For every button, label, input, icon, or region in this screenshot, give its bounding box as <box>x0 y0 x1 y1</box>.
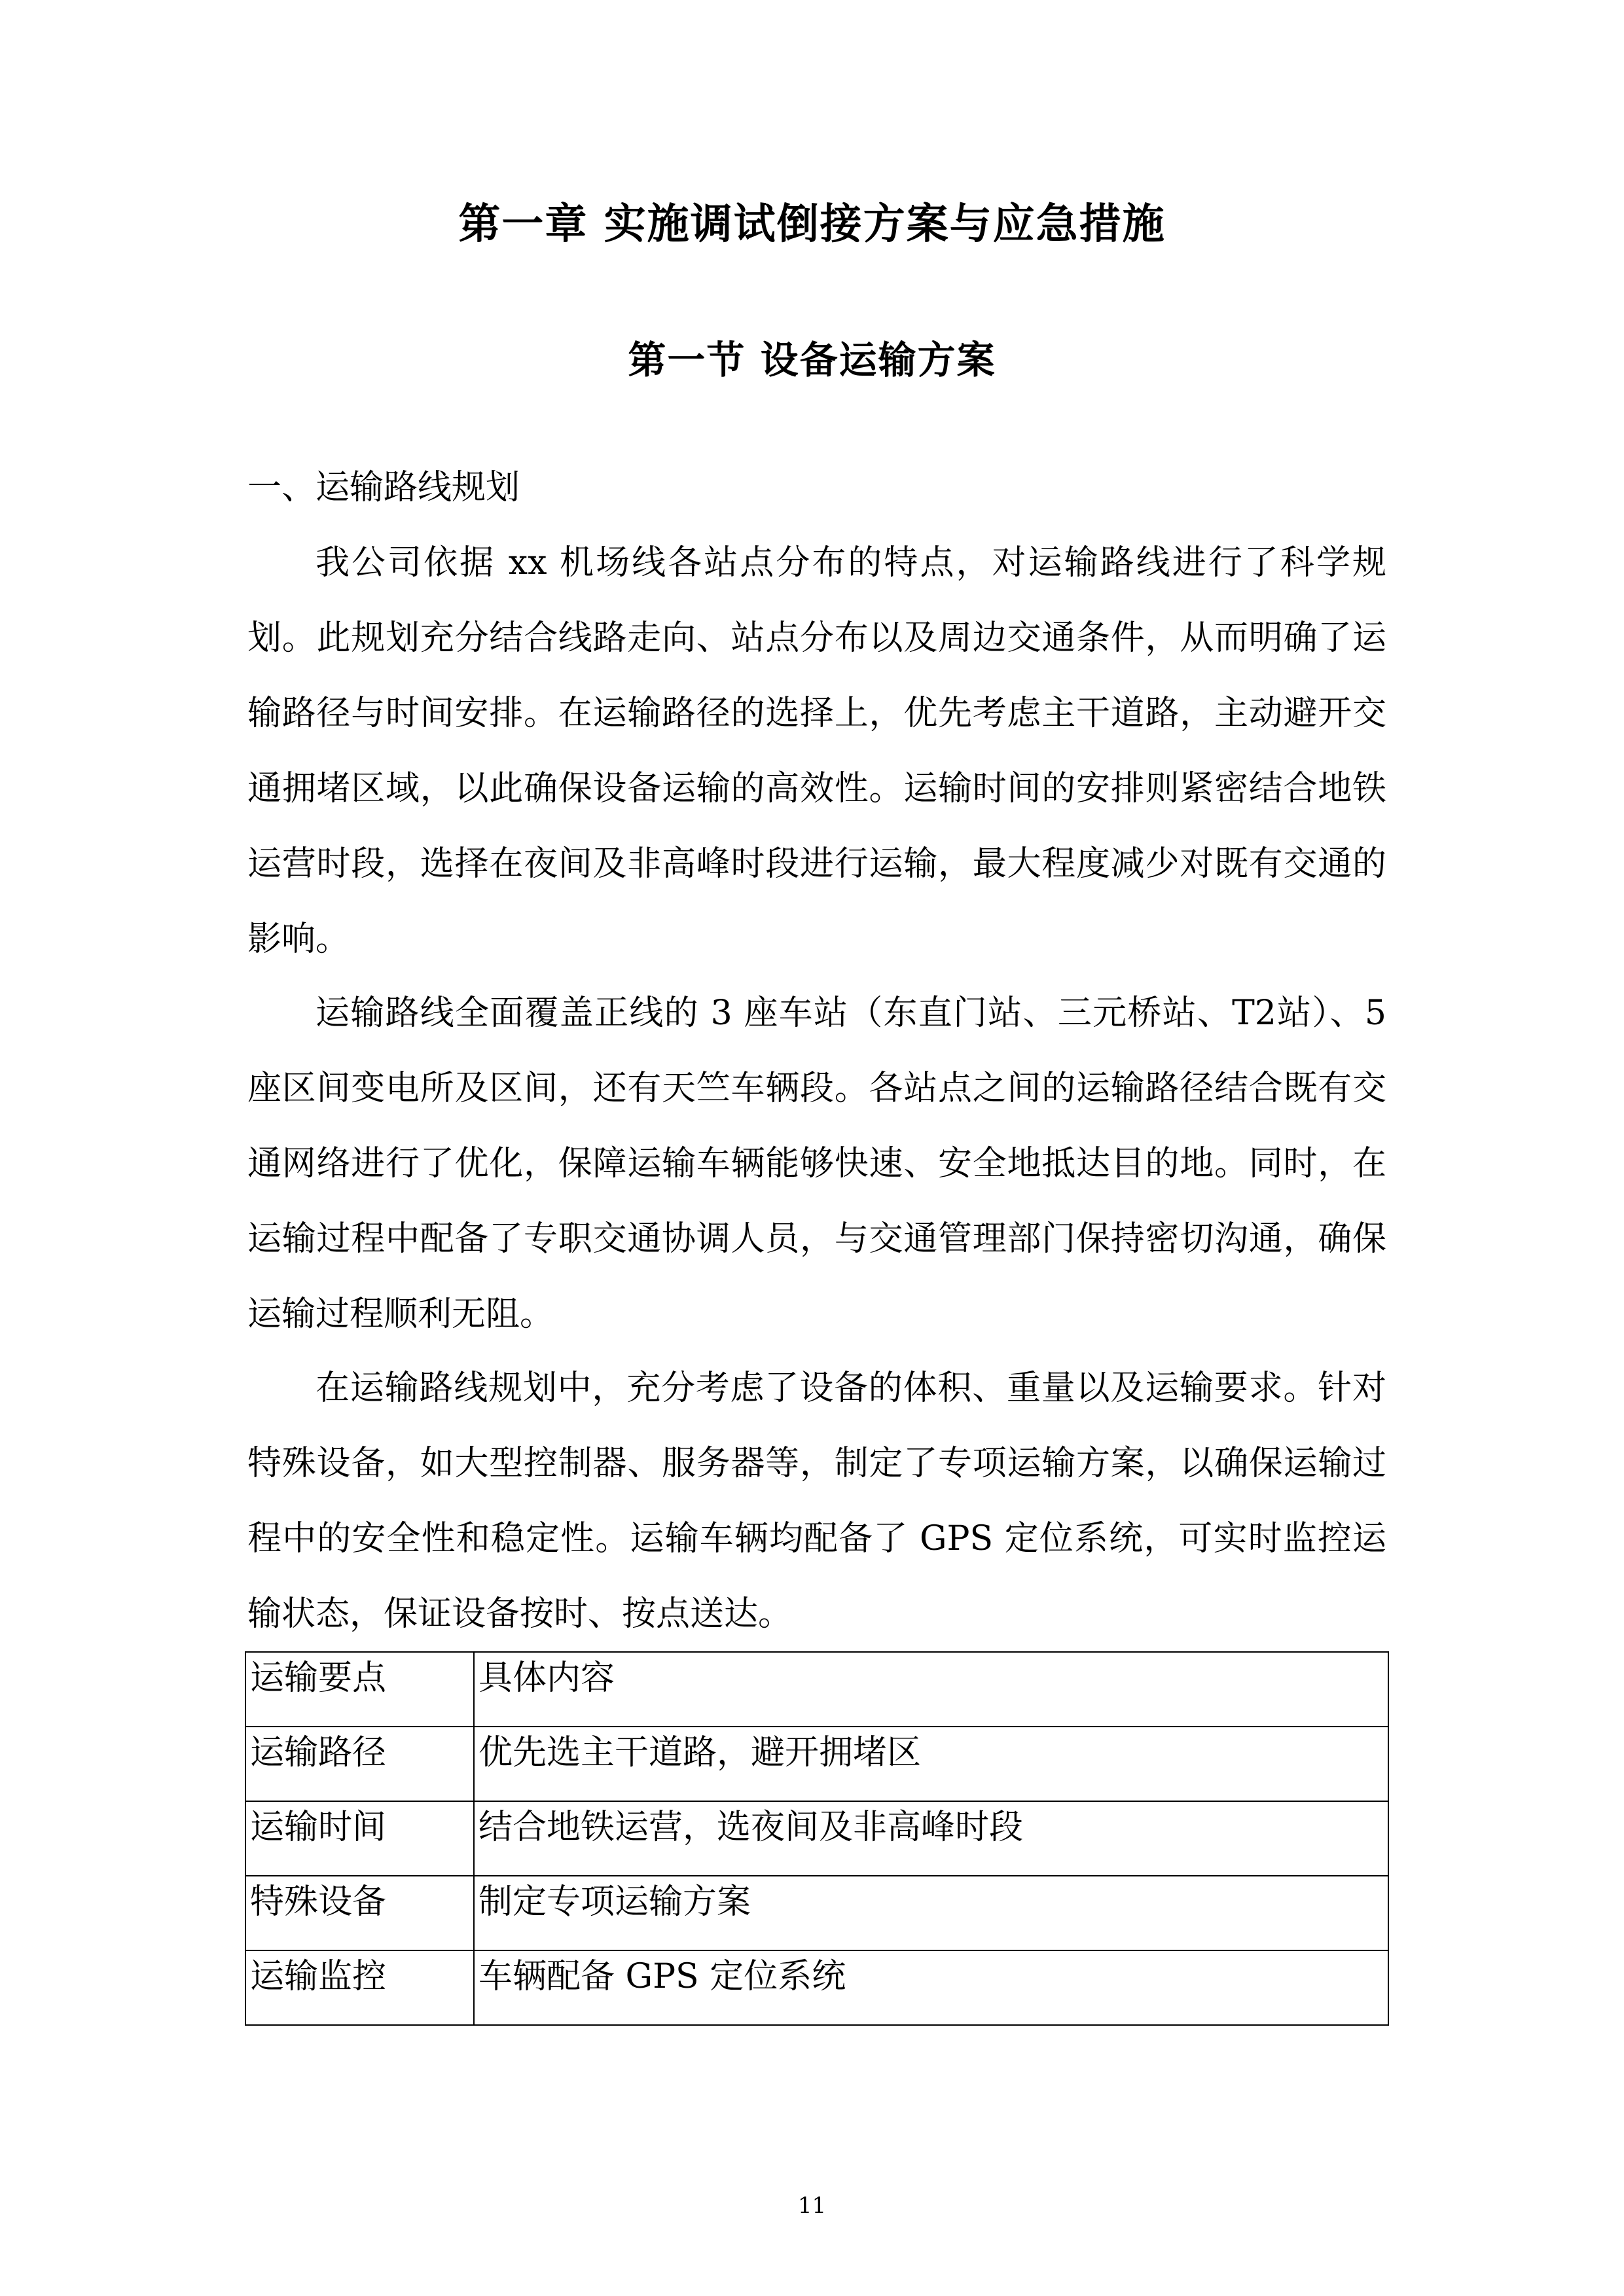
table-cell: 运输路径 <box>245 1727 474 1801</box>
table-header-cell: 具体内容 <box>474 1652 1388 1727</box>
table-header-cell: 运输要点 <box>245 1652 474 1727</box>
table-header-row <box>245 1652 1388 1727</box>
table-cell: 结合地铁运营，选夜间及非高峰时段 <box>474 1801 1388 1876</box>
section-title: 第一节 设备运输方案 <box>628 338 996 382</box>
paragraph: 在运输路线规划中，充分考虑了设备的体积、重量以及运输要求。针对特殊设备，如大型控制器、服务器等，制定了专项运输方案，以确保运输过程中的安全性和稳定性。运输车辆均配备了 GPS 定位系统，可实时监控运输状态，保证设备按时、按点送达。 <box>247 1369 1386 1634</box>
subheading: 一、运输路线规划 <box>247 468 520 507</box>
table-cell: 运输时间 <box>245 1801 474 1876</box>
table-cell: 优先选主干道路，避开拥堵区 <box>474 1727 1388 1801</box>
paragraph-1-container <box>247 526 1386 977</box>
table-cell: 运输监控 <box>245 1950 474 2025</box>
table-cell: 车辆配备 GPS 定位系统 <box>474 1950 1388 2025</box>
paragraph-2-container <box>247 976 1386 1352</box>
table-row <box>245 1950 1388 2025</box>
paragraph: 运输路线全面覆盖正线的 3 座车站（东直门站、三元桥站、T2站）、5 座区间变电所及区间，还有天竺车辆段。各站点之间的运输路径结合既有交通网络进行了优化，保障运输车辆能够快速、安全地抵达目的地。同时，在运输过程中配备了专职交通协调人员，与交通管理部门保持密切沟通，确保运输过程顺利无阻。 <box>247 994 1386 1334</box>
paragraph-3-container <box>247 1351 1386 1652</box>
table-cell: 制定专项运输方案 <box>474 1876 1388 1950</box>
page-number: 11 <box>797 2193 827 2219</box>
table-row <box>245 1727 1388 1801</box>
table-row <box>245 1876 1388 1950</box>
paragraph: 我公司依据 xx 机场线各站点分布的特点，对运输路线进行了科学规划。此规划充分结合线路走向、站点分布以及周边交通条件，从而明确了运输路径与时间安排。在运输路径的选择上，优先考虑主干道路，主动避开交通拥堵区域，以此确保设备运输的高效性。运输时间的安排则紧密结合地铁运营时段，选择在夜间及非高峰时段进行运输，最大程度减少对既有交通的影响。 <box>247 543 1386 959</box>
chapter-title: 第一章 实施调试倒接方案与应急措施 <box>458 200 1166 249</box>
table-cell: 特殊设备 <box>245 1876 474 1950</box>
table-row <box>245 1801 1388 1876</box>
transport-points-table <box>245 1651 1389 2026</box>
